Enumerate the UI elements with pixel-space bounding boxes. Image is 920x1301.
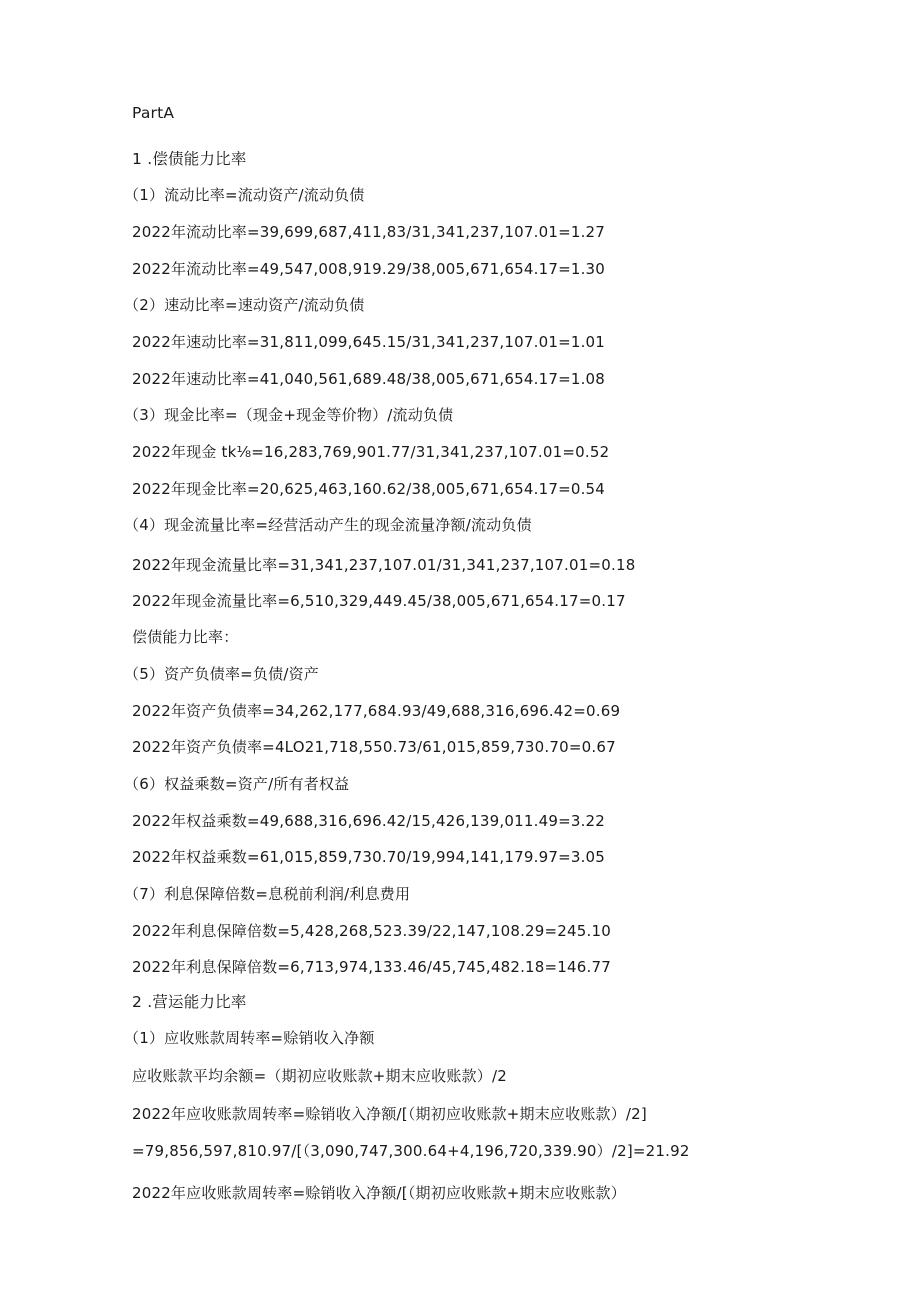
calc-receivables-turnover-2: 2022年应收账款周转率=赊销收入净额/[（期初应收账款+期末应收账款） [132,1184,626,1202]
section-heading-solvency: 1 .偿债能力比率 [132,150,247,168]
calc-cash-flow-ratio-2: 2022年现金流量比率=6,510,329,449.45/38,005,671,654.17=0.17 [132,592,626,610]
calc-equity-multiplier-2: 2022年权益乘数=61,015,859,730.70/19,994,141,179.97=3.05 [132,848,606,866]
solvency-ratio-label: 偿债能力比率： [132,628,239,646]
formula-debt-ratio: （5）资产负债率=负债/资产 [124,665,319,683]
calc-cash-flow-ratio-1: 2022年现金流量比率=31,341,237,107.01/31,341,237,107.01=0.18 [132,556,636,574]
calc-quick-ratio-2: 2022年速动比率=41,040,561,689.48/38,005,671,654.17=1.08 [132,370,606,388]
calc-current-ratio-2: 2022年流动比率=49,547,008,919.29/38,005,671,654.17=1.30 [132,260,606,278]
calc-receivables-turnover-1-cont: =79,856,597,810.97/[（3,090,747,300.64+4,196,720,339.90）/2]=21.92 [132,1142,690,1160]
calc-quick-ratio-1: 2022年速动比率=31,811,099,645.15/31,341,237,107.01=1.01 [132,333,606,351]
formula-interest-coverage: （7）利息保障倍数=息税前利润/利息费用 [124,885,411,903]
calc-debt-ratio-1: 2022年资产负债率=34,262,177,684.93/49,688,316,696.42=0.69 [132,702,621,720]
formula-equity-multiplier: （6）权益乘数=资产/所有者权益 [124,775,350,793]
calc-cash-ratio-2: 2022年现金比率=20,625,463,160.62/38,005,671,654.17=0.54 [132,480,606,498]
calc-debt-ratio-2: 2022年资产负债率=4LO21,718,550.73/61,015,859,730.70=0.67 [132,738,616,756]
calc-interest-coverage-2: 2022年利息保障倍数=6,713,974,133.46/45,745,482.18=146.77 [132,958,611,976]
calc-cash-ratio-1: 2022年现金 tk⅛=16,283,769,901.77/31,341,237,107.01=0.52 [132,443,610,461]
formula-receivables-turnover: （1）应收账款周转率=赊销收入净额 [124,1029,375,1047]
section-heading-operating: 2 .营运能力比率 [132,993,247,1011]
calc-receivables-turnover-1: 2022年应收账款周转率=赊销收入净额/[（期初应收账款+期末应收账款）/2] [132,1105,647,1123]
formula-cash-flow-ratio: （4）现金流量比率=经营活动产生的现金流量净额/流动负债 [124,516,532,534]
formula-average-receivables: 应收账款平均余额=（期初应收账款+期末应收账款）/2 [132,1067,507,1085]
calc-equity-multiplier-1: 2022年权益乘数=49,688,316,696.42/15,426,139,011.49=3.22 [132,812,606,830]
formula-cash-ratio: （3）现金比率=（现金+现金等价物）/流动负债 [124,406,454,424]
formula-current-ratio: （1）流动比率=流动资产/流动负债 [124,186,365,204]
part-heading: PartA [132,104,175,122]
formula-quick-ratio: （2）速动比率=速动资产/流动负债 [124,296,365,314]
calc-current-ratio-1: 2022年流动比率=39,699,687,411,83/31,341,237,107.01=1.27 [132,223,606,241]
calc-interest-coverage-1: 2022年利息保障倍数=5,428,268,523.39/22,147,108.29=245.10 [132,922,611,940]
